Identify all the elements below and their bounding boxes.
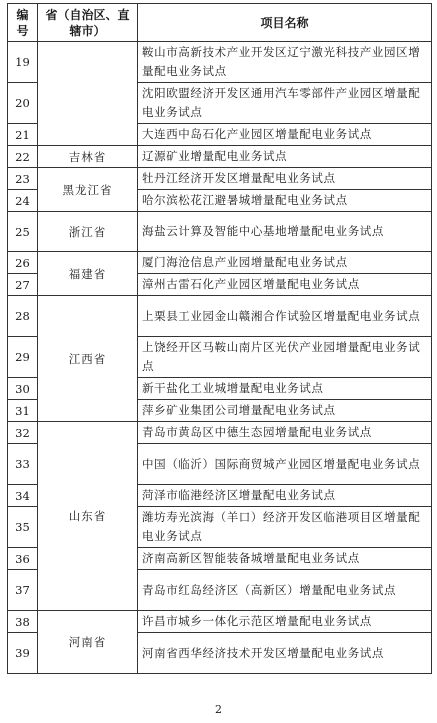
project-name: 大连西中岛石化产业园区增量配电业务试点 <box>138 124 432 146</box>
header-province: 省（自治区、直辖市） <box>38 4 138 42</box>
table-row <box>8 611 432 633</box>
project-name: 青岛市黄岛区中德生态园增量配电业务试点 <box>138 422 432 444</box>
project-name: 济南高新区智能装备城增量配电业务试点 <box>138 548 432 570</box>
project-name: 中国（临沂）国际商贸城产业园区增量配电业务试点 <box>138 444 432 485</box>
header-name: 项目名称 <box>138 4 432 42</box>
project-name: 鞍山市高新技术产业开发区辽宁激光科技产业园区增量配电业务试点 <box>138 42 432 83</box>
project-name: 辽源矿业增量配电业务试点 <box>138 146 432 168</box>
project-name: 许昌市城乡一体化示范区增量配电业务试点 <box>138 611 432 633</box>
table-row <box>8 422 432 444</box>
row-number: 32 <box>8 422 38 444</box>
project-name: 上栗县工业园金山赣湘合作试验区增量配电业务试点 <box>138 296 432 337</box>
project-name: 菏泽市临港经济区增量配电业务试点 <box>138 485 432 507</box>
page-number: 2 <box>215 703 222 716</box>
province-cell: 黑龙江省 <box>38 168 138 212</box>
header-row <box>8 4 432 42</box>
project-name: 上饶经开区马鞍山南片区光伏产业园增量配电业务试点 <box>138 337 432 378</box>
row-number: 20 <box>8 83 38 124</box>
table-body <box>8 42 432 674</box>
row-number: 36 <box>8 548 38 570</box>
project-name: 牡丹江经济开发区增量配电业务试点 <box>138 168 432 190</box>
row-number: 26 <box>8 252 38 274</box>
project-name: 漳州古雷石化产业园区增量配电业务试点 <box>138 274 432 296</box>
project-name: 青岛市红岛经济区（高新区）增量配电业务试点 <box>138 570 432 611</box>
row-number: 25 <box>8 212 38 252</box>
row-number: 35 <box>8 507 38 548</box>
row-number: 29 <box>8 337 38 378</box>
row-number: 31 <box>8 400 38 422</box>
row-number: 28 <box>8 296 38 337</box>
row-number: 24 <box>8 190 38 212</box>
project-name: 潍坊寿光滨海（羊口）经济开发区临港项目区增量配电业务试点 <box>138 507 432 548</box>
row-number: 39 <box>8 633 38 674</box>
row-number: 38 <box>8 611 38 633</box>
project-name: 海盐云计算及智能中心基地增量配电业务试点 <box>138 212 432 252</box>
table-row <box>8 296 432 337</box>
project-name: 厦门海沧信息产业园增量配电业务试点 <box>138 252 432 274</box>
table-row <box>8 42 432 83</box>
table-row <box>8 212 432 252</box>
project-name: 萍乡矿业集团公司增量配电业务试点 <box>138 400 432 422</box>
province-cell: 江西省 <box>38 296 138 422</box>
project-name: 新干盐化工业城增量配电业务试点 <box>138 378 432 400</box>
row-number: 27 <box>8 274 38 296</box>
project-name: 河南省西华经济技术开发区增量配电业务试点 <box>138 633 432 674</box>
province-cell: 吉林省 <box>38 146 138 168</box>
province-cell <box>38 42 138 146</box>
table-row <box>8 252 432 274</box>
project-name: 沈阳欧盟经济开发区通用汽车零部件产业园区增量配电业务试点 <box>138 83 432 124</box>
province-cell: 福建省 <box>38 252 138 296</box>
header-num: 编号 <box>8 4 38 42</box>
province-cell: 浙江省 <box>38 212 138 252</box>
project-table <box>7 3 432 674</box>
row-number: 23 <box>8 168 38 190</box>
project-name: 哈尔滨松花江避暑城增量配电业务试点 <box>138 190 432 212</box>
province-cell: 山东省 <box>38 422 138 611</box>
row-number: 30 <box>8 378 38 400</box>
row-number: 37 <box>8 570 38 611</box>
province-cell: 河南省 <box>38 611 138 674</box>
row-number: 19 <box>8 42 38 83</box>
row-number: 21 <box>8 124 38 146</box>
table-row <box>8 146 432 168</box>
row-number: 33 <box>8 444 38 485</box>
table-row <box>8 168 432 190</box>
row-number: 22 <box>8 146 38 168</box>
row-number: 34 <box>8 485 38 507</box>
